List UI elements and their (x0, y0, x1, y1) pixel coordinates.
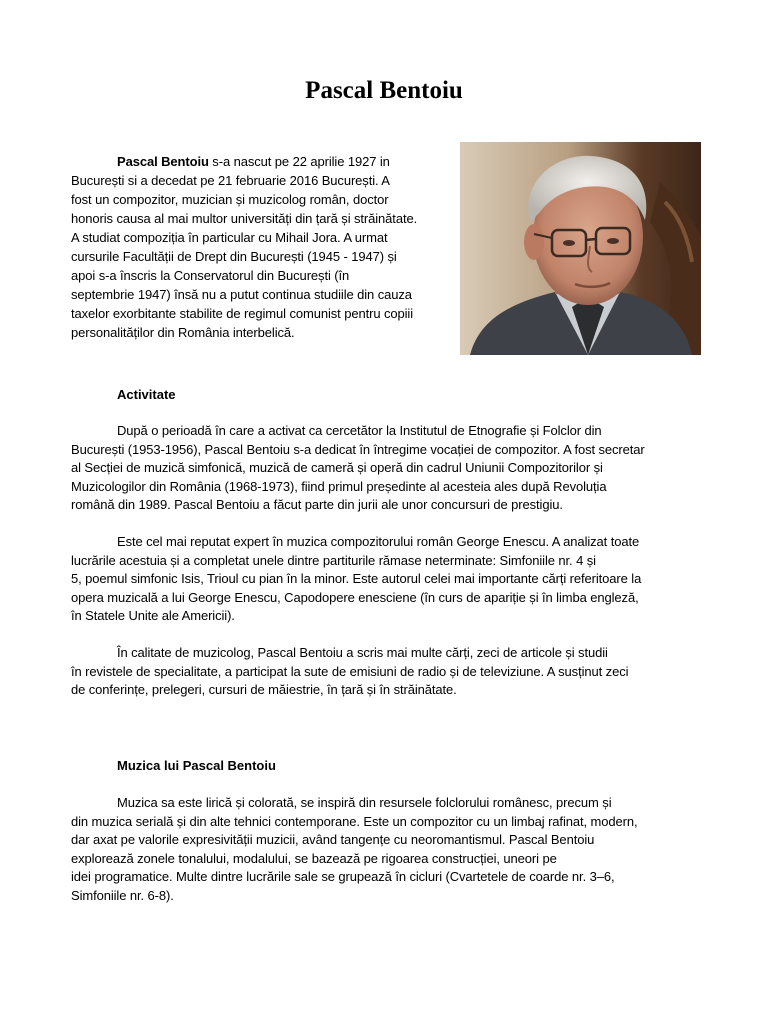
activitate-paragraph-1 (71, 422, 701, 515)
paragraph-line: Muzicologilor din România (1968-1973), fiind primul președinte al acesteia ales după Revoluția (71, 478, 607, 494)
paragraph-line: București (1953-1956), Pascal Bentoiu s-a dedicat în întregime vocației de compozitor. A fost secretar (71, 441, 645, 457)
paragraph-line: După o perioadă în care a activat ca cercetător la Institutul de Etnografie și Folclor din (117, 423, 602, 438)
activitate-paragraph-3 (71, 644, 701, 700)
activitate-paragraph-2 (71, 533, 701, 626)
intro-line: apoi s-a înscris la Conservatorul din București (în (71, 268, 350, 283)
intro-line: A studiat compoziția în particular cu Mihail Jora. A urmat (71, 230, 388, 245)
intro-line: personalităților din România interbelică. (71, 325, 295, 340)
muzica-paragraph-1 (71, 794, 701, 906)
section-heading-activitate: Activitate (117, 387, 176, 402)
paragraph-line: lucrările acestuia și a completat unele dintre partiturile rămase neterminate: Simfoniile nr. 4 și (71, 552, 596, 568)
paragraph-line: În calitate de muzicolog, Pascal Bentoiu a scris mai multe cărți, zeci de articole și studii (117, 645, 608, 660)
paragraph-line: în revistele de specialitate, a participat la sute de emisiuni de radio și de televiziune. A susținut zeci (71, 663, 629, 679)
paragraph-line: Simfoniile nr. 6-8). (71, 887, 174, 903)
portrait-illustration (460, 142, 701, 355)
paragraph-line: opera muzicală a lui George Enescu, Capodopere enesciene (în curs de apariție și în limba engleză, (71, 589, 639, 605)
intro-paragraph (71, 152, 451, 342)
intro-line: cursurile Facultății de Drept din București (1945 - 1947) și (71, 249, 397, 264)
intro-line: taxelor exorbitante stabilite de regimul comunist pentru copiii (71, 306, 413, 321)
intro-line: fost un compozitor, muzician și muzicolog român, doctor (71, 192, 389, 207)
paragraph-line: din muzica serială și din alte tehnici contemporane. Este un compozitor cu un limbaj rafinat, modern, (71, 813, 638, 829)
portrait-photo (460, 142, 701, 355)
paragraph-line: Este cel mai reputat expert în muzica compozitorului român George Enescu. A analizat toate (117, 534, 640, 549)
paragraph-line: explorează zonele tonalului, modalului, se bazează pe rigoarea construcției, uneori pe (71, 850, 557, 866)
paragraph-line: în Statele Unite ale Americii). (71, 608, 235, 624)
paragraph-line: Muzica sa este lirică și colorată, se inspiră din resursele folclorului românesc, precum și (117, 795, 612, 810)
page-title: Pascal Bentoiu (305, 77, 463, 104)
paragraph-line: de conferințe, prelegeri, cursuri de măiestrie, în țară și în străinătate. (71, 682, 457, 698)
intro-first-line-text: s-a nascut pe 22 aprilie 1927 in (208, 154, 390, 169)
section-heading-muzica: Muzica lui Pascal Bentoiu (117, 758, 276, 773)
paragraph-line: 5, poemul simfonic Isis, Trioul cu pian în la minor. Este autorul celei mai importante cărți referitoare la (71, 571, 642, 587)
intro-line: București si a decedat pe 21 februarie 2016 București. A (71, 173, 390, 188)
intro-line: septembrie 1947) însă nu a putut continua studiile din cauza (71, 287, 412, 302)
paragraph-line: română din 1989. Pascal Bentoiu a făcut parte din jurii ale unor concursuri de prestigiu. (71, 497, 563, 513)
intro-line: honoris causa al mai multor universități din țară și străinătate. (71, 211, 418, 226)
person-name: Pascal Bentoiu (117, 154, 209, 169)
paragraph-line: dar axat pe valorile expresivității muzicii, având tangențe cu neoromantismul. Pascal Bentoiu (71, 832, 595, 848)
intro-line (71, 152, 451, 171)
paragraph-line: idei programatice. Multe dintre lucrările sale se grupează în cicluri (Cvartetele de coarde nr. 3–6, (71, 869, 615, 885)
paragraph-line: al Secției de muzică simfonică, muzică de cameră și operă din cadrul Uniunii Compozitorilor și (71, 460, 603, 476)
